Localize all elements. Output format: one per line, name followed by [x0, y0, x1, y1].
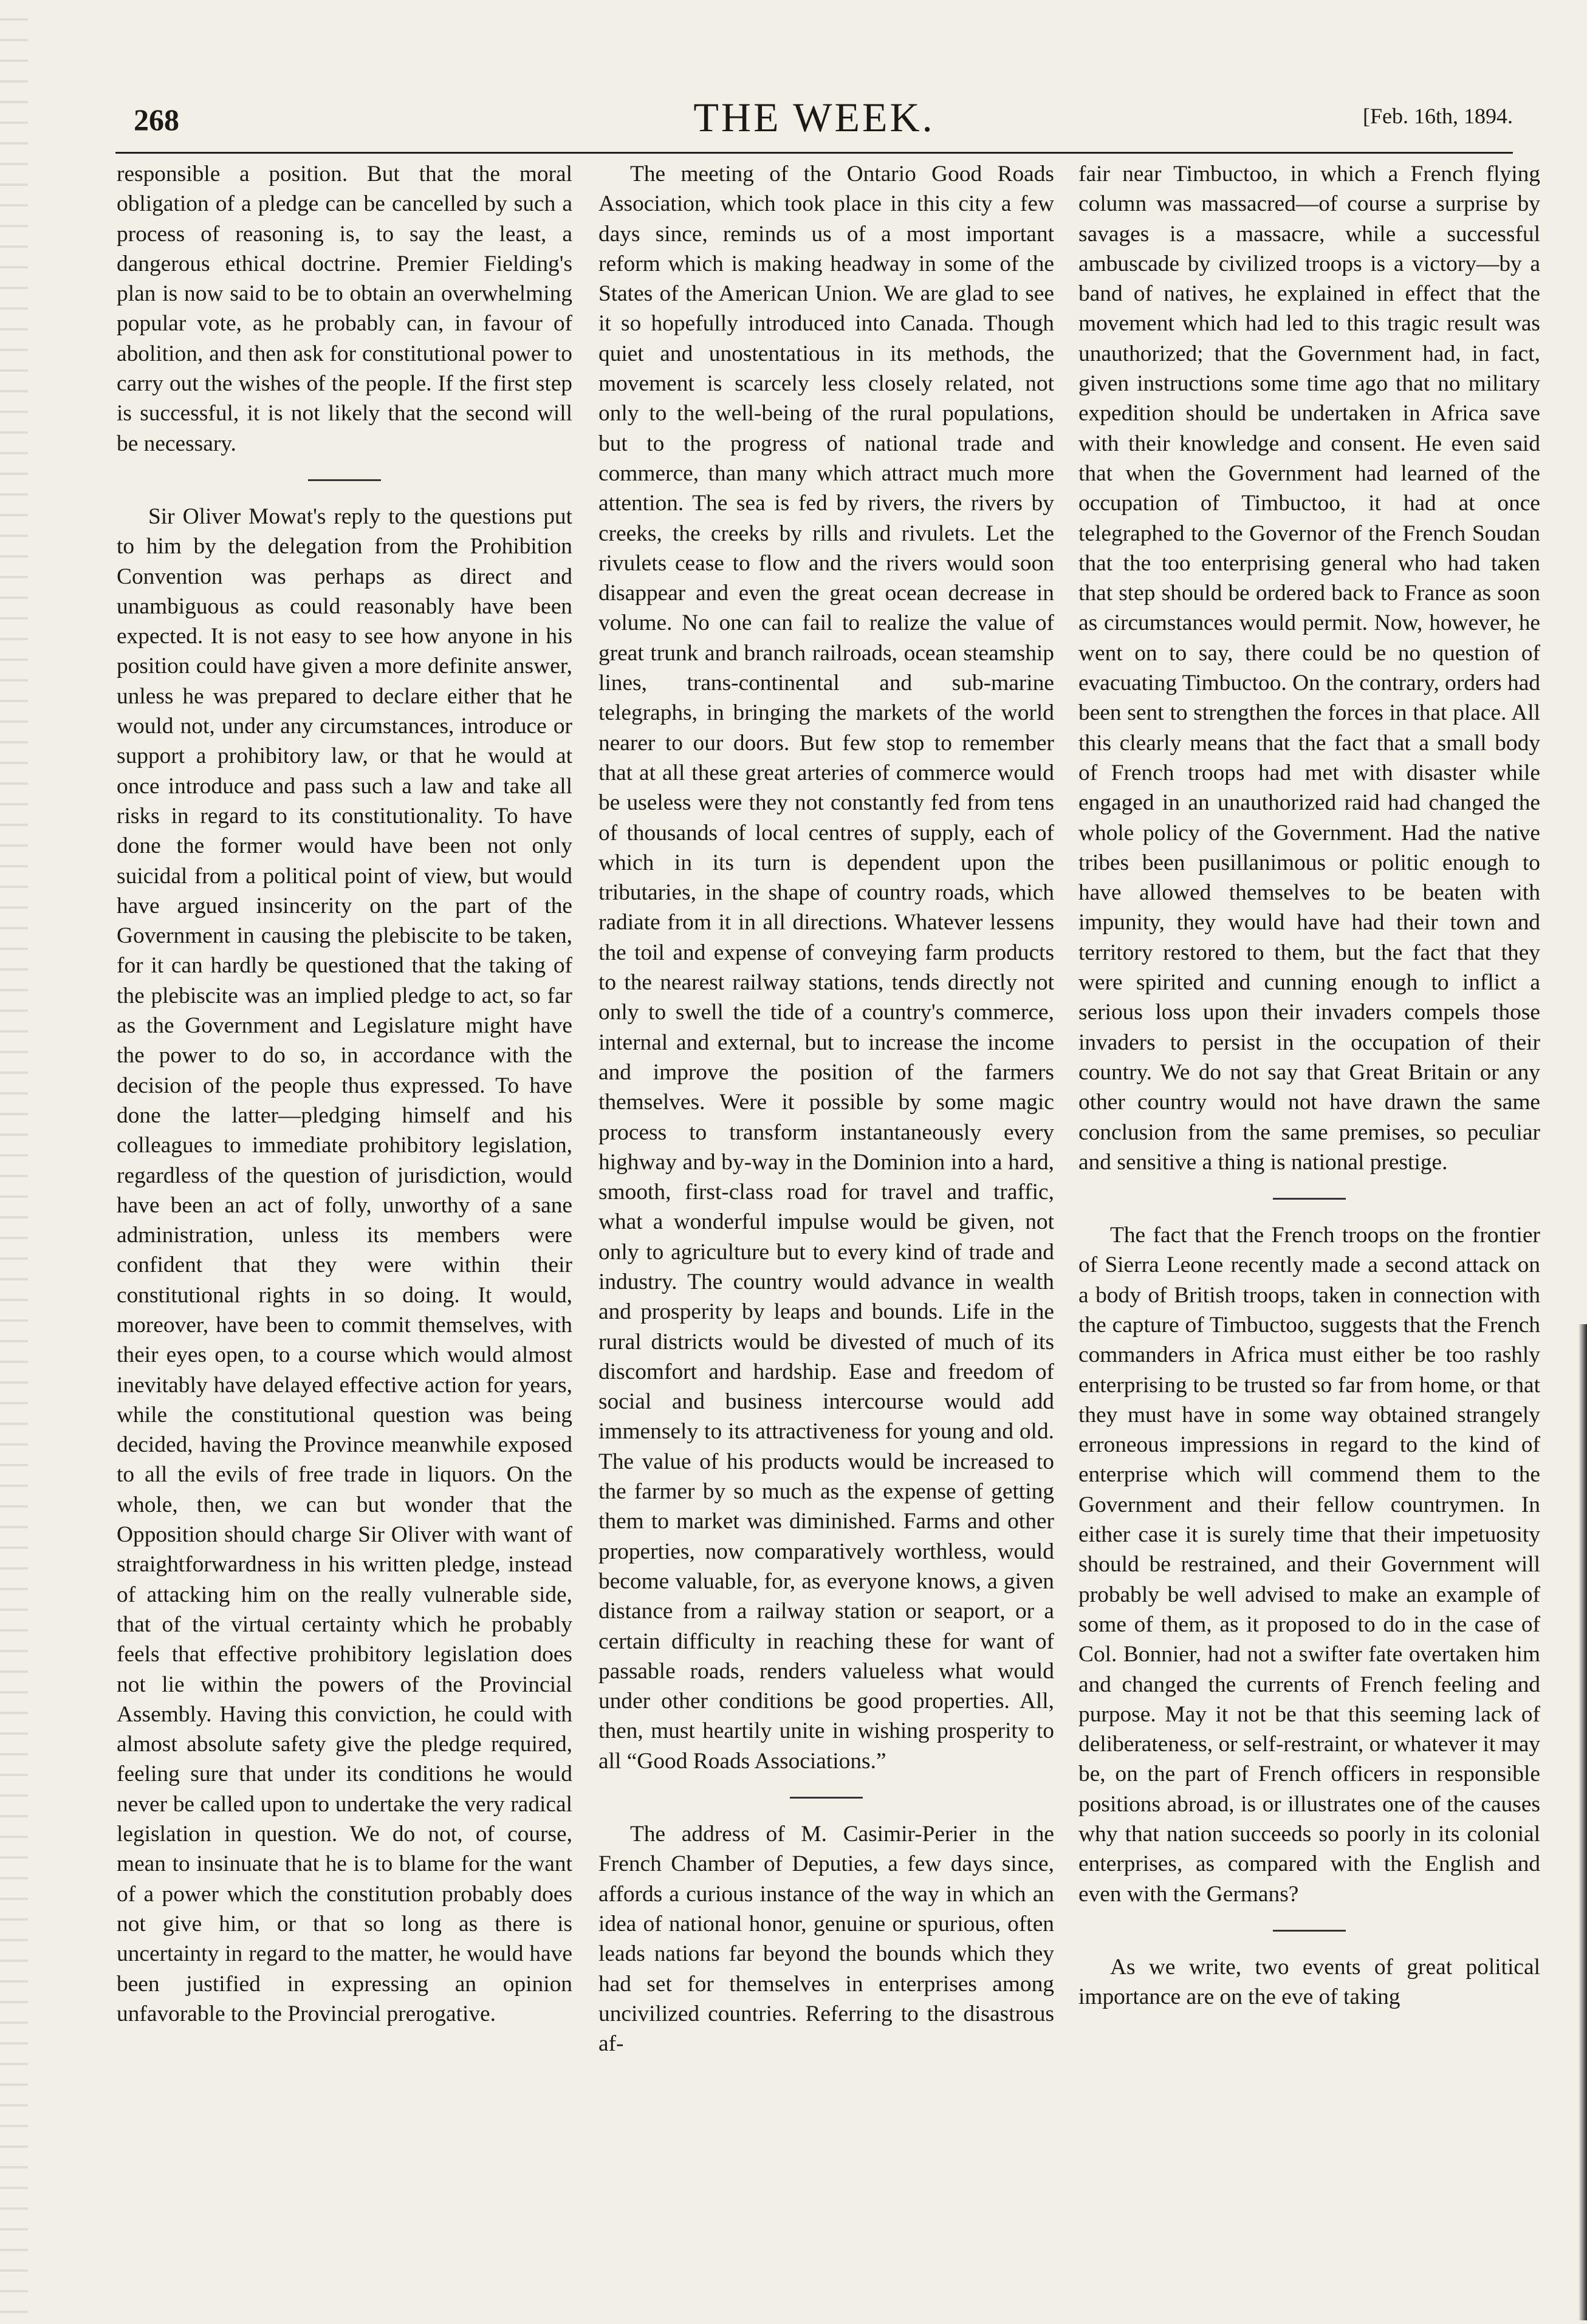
column-middle — [598, 159, 1054, 2059]
article-paragraph: fair near Timbuctoo, in which a French flying column was massacred—of course a surprise by savages is a massacre, while a successful ambuscade by civilized troops is a victory—by a band of natives, he explained in effect that the movement which had led to this tragic result was unauthorized; that the Government had, in fact, given instructions some time ago that no military expedition should be undertaken in Africa save with their knowledge and consent. He even said that when the Government had learned of the occupation of Timbuctoo, it had at once telegraphed to the Governor of the French Soudan that the too enterprising general who had taken that step should be ordered back to France as soon as circumstances would permit. Now, however, he went on to say, there could be no question of evacuating Timbuctoo. On the contrary, orders had been sent to strengthen the forces in that place. All this clearly means that the fact that a small body of French troops had met with disaster while engaged in an unauthorized raid had changed the whole policy of the Government. Had the native tribes been pusillanimous or politic enough to have allowed themselves to be beaten with impunity, they would have had their town and territory restored to them, but the fact that they were spirited and cunning enough to inflict a serious loss upon their invaders compels those invaders to persist in the occupation of their country. We do not say that Great Britain or any other country would not have drawn the same conclusion from the same premises, so peculiar and sensitive a thing is national prestige. — [1078, 162, 1540, 1175]
column-left — [117, 159, 572, 2029]
journal-title: THE WEEK. — [693, 94, 935, 140]
section-divider — [308, 479, 381, 481]
section-divider — [1273, 1930, 1346, 1932]
article-paragraph: Sir Oliver Mowat's reply to the questions put to him by the delegation from the Prohibition Convention was perhaps as direct and unambiguous as could reasonably have been expected. It is not easy to see how anyone in his position could have given a more definite answer, unless he was prepared to declare either that he would not, under any circumstances, introduce or support a prohibitory law, or that he would at once introduce and pass such a law and take all risks in regard to its constitutionality. To have done the former would have been not only suicidal from a political point of view, but would have argued insincerity on the part of the Government in causing the plebiscite to be taken, for it can hardly be questioned that the taking of the plebiscite was an implied pledge to act, so far as the Government and Legislature might have the power to do so, in accordance with the decision of the people thus expressed. To have done the latter—pledging himself and his colleagues to immediate prohibitory legislation, regardless of the question of jurisdiction, would have been an act of folly, unworthy of a sane administration, unless its members were confident that they were within their constitutional rights in so doing. It would, moreover, have been to commit themselves, with their eyes open, to a course which would almost inevitably have delayed effective action for years, while the constitutional question was being decided, having the Province meanwhile exposed to all the evils of free trade in liquors. On the whole, then, we can but wonder that the Opposition should charge Sir Oliver with want of straightforwardness in his written pledge, instead of attacking him on the really vulnerable side, that of the virtual certainty which he probably feels that effective prohibitory legislation does not lie within the powers of the Provincial Assembly. Having this conviction, he could with almost absolute safety give the pledge required, feeling sure that under its conditions he would never be called upon to undertake the very radical legislation in question. We do not, of course, mean to insinuate that he is to blame for the want of a power which the constitution probably does not give him, or that so long as there is uncertainty in regard to the matter, he would have been justified in expressing an opinion unfavorable to the Provincial prerogative. — [117, 504, 572, 2026]
issue-date: [Feb. 16th, 1894. — [1363, 104, 1513, 128]
article-paragraph: The fact that the French troops on the frontier of Sierra Leone recently made a second attack on a body of British troops, taken in connection with the capture of Timbuctoo, suggests that the French commanders in Africa must either be too rashly enterprising to be trusted so far from home, or that they must have in some way obtained strangely erroneous impressions in regard to the kind of enterprise which will commend them to the Government and their fellow countrymen. In either case it is surely time that their impetuosity should be restrained, and their Government will probably be well advised to make an example of some of them, as it proposed to do in the case of Col. Bonnier, had not a swifter fate overtaken him and changed the currents of French feeling and purpose. May it not be that this seeming lack of deliberateness, or self-restraint, or whatever it may be, on the part of French officers in responsible positions abroad, is or illustrates one of the causes why that nation succeeds so poorly in its colonial enterprises, as compared with the English and even with the Germans? — [1078, 1223, 1540, 1907]
page-header — [115, 91, 1513, 152]
page-number: 268 — [134, 103, 179, 137]
binding-shadow — [0, 0, 28, 2324]
article-paragraph: responsible a position. But that the moral obligation of a pledge can be cancelled by such a process of reasoning is, to say the least, a dangerous ethical doctrine. Premier Fielding's plan is now said to be to obtain an overwhelming popular vote, as he probably can, in favour of abolition, and then ask for constitutional power to carry out the wishes of the people. If the first step is successful, it is not likely that the second will be necessary. — [117, 162, 572, 456]
section-divider — [790, 1797, 863, 1799]
header-rule — [115, 152, 1513, 154]
column-right — [1078, 159, 1540, 2012]
dark-scan-edge — [1578, 1324, 1587, 2320]
article-paragraph: The meeting of the Ontario Good Roads Association, which took place in this city a few days since, reminds us of a most important reform which is making headway in some of the States of the American Union. We are glad to see it so hopefully introduced into Canada. Though quiet and unostentatious in its methods, the movement is scarcely less closely related, not only to the well-being of the rural populations, but to the progress of national trade and commerce, than many which attract much more attention. The sea is fed by rivers, the rivers by creeks, the creeks by rills and rivulets. Let the rivulets cease to flow and the rivers would soon disappear and even the great ocean decrease in volume. No one can fail to realize the value of great trunk and branch railroads, ocean steamship lines, trans-continental and sub-marine telegraphs, in bringing the markets of the world nearer to our doors. But few stop to remember that at all these great arteries of commerce would be useless were they not constantly fed from tens of thousands of local centres of supply, each of which in its turn is dependent upon the tributaries, in the shape of country roads, which radiate from it in all directions. Whatever lessens the toil and expense of conveying farm products to the nearest railway stations, tends directly not only to swell the tide of a country's commerce, internal and external, but to increase the income and improve the position of the farmers themselves. Were it possible by some magic process to transform instantaneously every highway and by-way in the Dominion into a hard, smooth, first-class road for travel and traffic, what a wonderful impulse would be given, not only to agriculture but to every kind of trade and industry. The country would advance in wealth and prosperity by leaps and bounds. Life in the rural districts would be divested of much of its discomfort and hardship. Ease and freedom of social and business intercourse would add immensely to its attractiveness for young and old. The value of his products would be increased to the farmer by so much as the expense of getting them to market was diminished. Farms and other properties, now comparatively worthless, would become valuable, for, as everyone knows, a given distance from a railway station or seaport, or a certain difficulty in reaching these for want of passable roads, renders valueless what would under other conditions be good properties. All, then, must heartily unite in wishing prosperity to all “Good Roads Associations.” — [598, 162, 1054, 1774]
article-paragraph: The address of M. Casimir-Perier in the French Chamber of Deputies, a few days since, affords a curious instance of the way in which an idea of national honor, genuine or spurious, often leads nations far beyond the bounds which they had set for themselves in enterprises among uncivilized countries. Referring to the disastrous af- — [598, 1822, 1054, 2057]
article-paragraph: As we write, two events of great political importance are on the eve of taking — [1078, 1954, 1540, 2010]
section-divider — [1273, 1198, 1346, 1200]
